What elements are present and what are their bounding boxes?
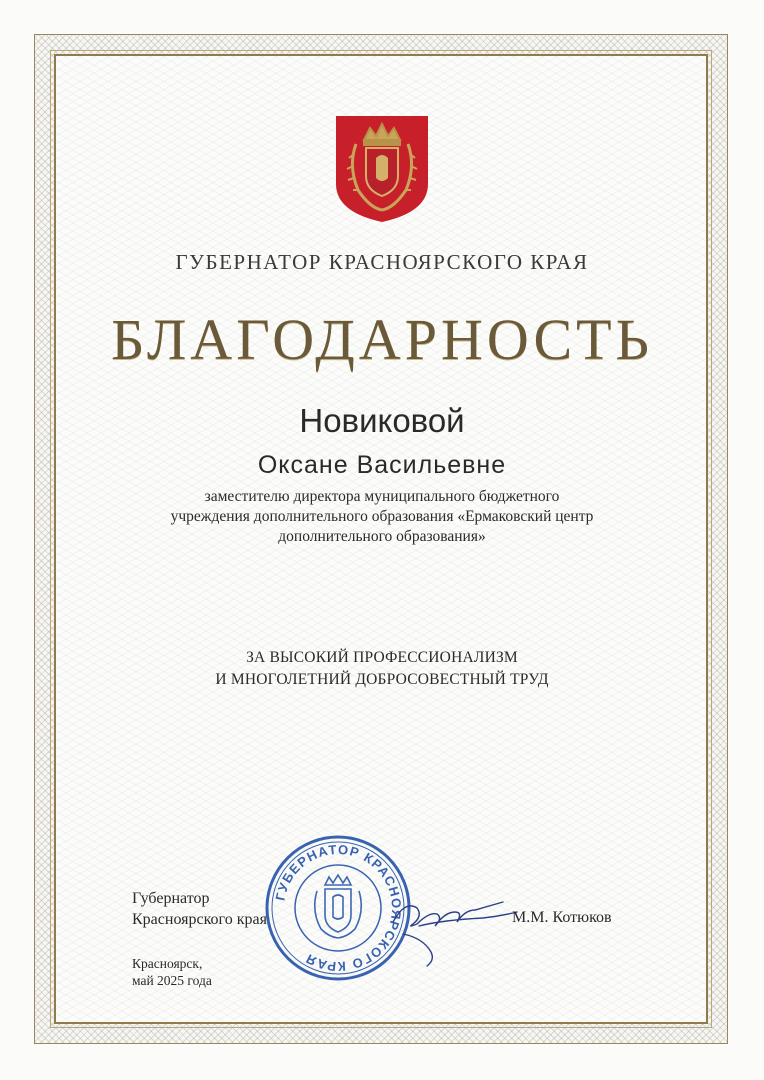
handwritten-signature [383, 882, 523, 970]
position-line: заместителю директора муниципального бюджетного [204, 488, 560, 505]
seal-ring-text: ГУБЕРНАТОР КРАСНОЯРСКОГО КРАЯ [272, 841, 405, 975]
reason-line: ЗА ВЫСОКИЙ ПРОФЕССИОНАЛИЗМ [246, 649, 518, 666]
recipient-given-names: Оксане Васильевне [257, 451, 507, 479]
recipient-position [110, 487, 654, 547]
position-line: дополнительного образования» [278, 528, 486, 545]
signatory-name: М.М. Котюков [512, 909, 612, 926]
place-and-date [132, 955, 292, 989]
place-date-line: май 2025 года [132, 973, 212, 988]
document-title: БЛАГОДАРНОСТЬ [111, 307, 653, 372]
award-reason [0, 647, 764, 691]
signatory-title [132, 888, 352, 930]
issuer-heading: ГУБЕРНАТОР КРАСНОЯРСКОГО КРАЯ [175, 250, 589, 274]
signatory-title-line: Губернатор [132, 890, 210, 907]
place-date-line: Красноярск, [132, 956, 203, 971]
recipient-surname: Новиковой [299, 402, 465, 439]
position-line: учреждения дополнительного образования «Ермаковский центр [170, 508, 594, 525]
signatory-title-line: Красноярского края [132, 911, 267, 928]
regional-coat-of-arms-icon [334, 114, 430, 224]
reason-line: И МНОГОЛЕТНИЙ ДОБРОСОВЕСТНЫЙ ТРУД [215, 671, 549, 688]
